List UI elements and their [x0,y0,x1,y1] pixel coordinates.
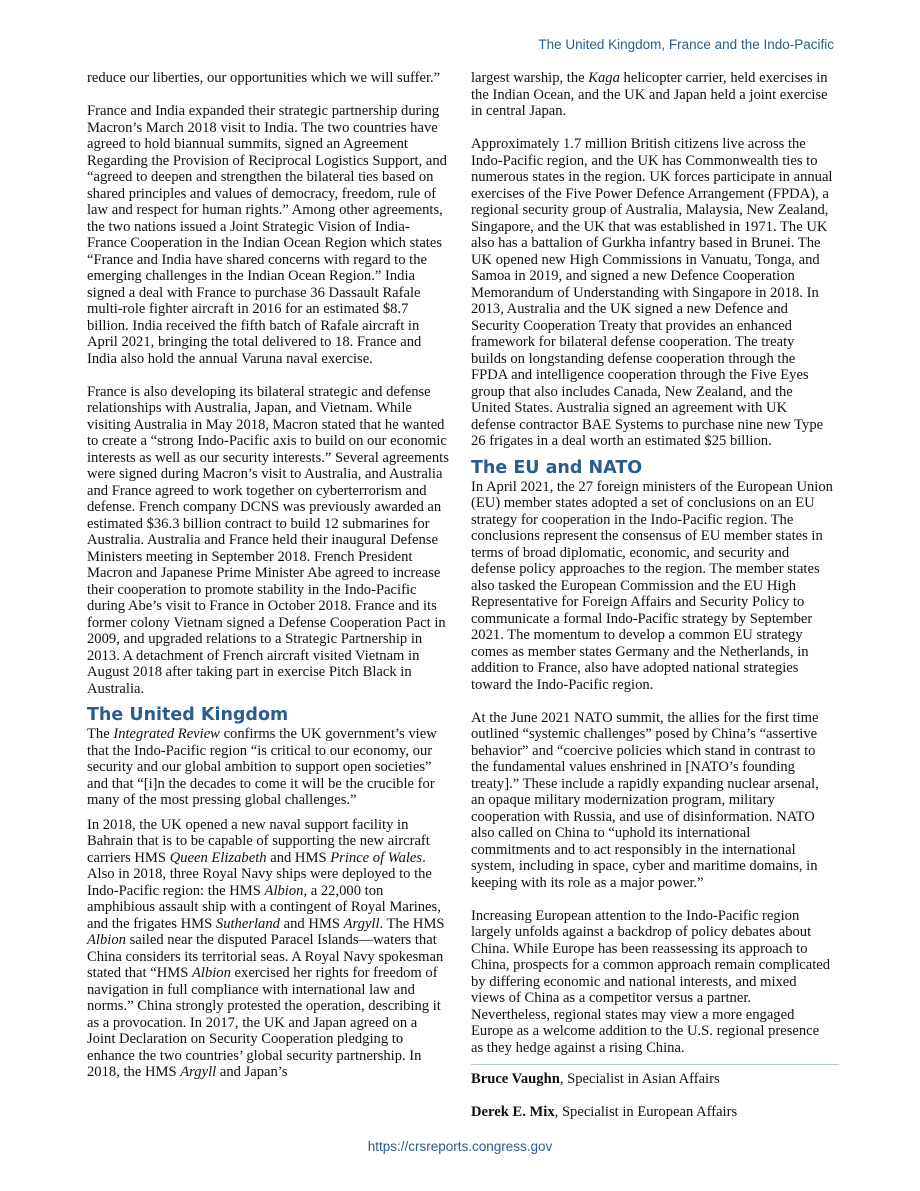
left-column [87,70,449,1081]
paragraph: In April 2021, the 27 foreign ministers of the European Union (EU) member states adopted a set of conclusions on an EU strategy for cooperation in the Indo-Pacific region. The conclusions represent the consensus of EU member states in terms of broad diplomatic, economic, and security and defense policy approaches to the region. The member states also tasked the European Commission and the EU High Representative for Foreign Affairs and Security Policy to communicate a formal Indo-Pacific strategy by September 2021. The momentum to develop a common EU strategy comes as member states Germany and the Netherlands, in addition to France, also have adopted national strategies toward the Indo-Pacific region. [471,478,833,693]
section-heading-eu-and-nato: The EU and NATO [471,457,643,478]
paragraph: Increasing European attention to the Indo-Pacific region largely unfolds against a backdrop of policy debates about China. While Europe has been reassessing its approach to China, prospects for a common approach remain complicated by differing economic and national interests, and mixed views of China as a competitor versus a partner. Nevertheless, regional states may view a more engaged Europe as a welcome addition to the U.S. regional presence as they hedge against a rising China. [471,907,831,1056]
section-heading-united-kingdom: The United Kingdom [87,705,289,725]
footer-link[interactable]: https://crsreports.congress.gov [367,1139,553,1154]
paragraph: The Integrated Review confirms the UK government’s view that the Indo-Pacific region “is critical to our economy, our security and our global ambition to support open societies” and that “[i]n the decades to come it will be the crucible for many of the most pressing global challenges.” [87,726,437,808]
paragraph: reduce our liberties, our opportunities which we will suffer.” [87,70,441,86]
paragraph: France and India expanded their strategic partnership during Macron’s March 2018 visit to India. The two countries have agreed to hold biannual summits, signed an Agreement Regarding the Provision of Reciprocal Logistics Support, and “agreed to deepen and strengthen the bilateral ties based on shared principles and values of democracy, freedom, rule of law and respect for human rights.” Among other agreements, the two nations issued a Joint Strategic Vision of India-France Cooperation in the Indian Ocean Region which states “France and India have shared concerns with regard to the emerging challenges in the Indian Ocean Region.” India signed a deal with France to purchase 36 Dassault Rafale multi-role fighter aircraft in 2016 for an estimated $8.7 billion. India received the fifth batch of Rafale aircraft in April 2021, bringing the total delivered to 18. France and India also hold the annual Varuna naval exercise. [87,103,447,367]
right-column [471,70,833,1137]
author-divider [471,1064,839,1065]
paragraph: In 2018, the UK opened a new naval support facility in Bahrain that is to be capable of supporting the new aircraft carriers HMS Queen Elizabeth and HMS Prince of Wales. Also in 2018, three Royal Navy ships were deployed to the Indo-Pacific region: the HMS Albion, a 22,000 ton amphibious assault ship with a contingent of Royal Marines, and the frigates HMS Sutherland and HMS Argyll. The HMS Albion sailed near the disputed Paracel Islands—waters that China considers its territorial seas. A Royal Navy spokesman stated that “HMS Albion exercised her rights for freedom of navigation in full compliance with international law and norms.” China strongly protested the operation, describing it as a provocation. In 2017, the UK and Japan agreed on a Joint Declaration on Security Cooperation pledging to enhance the two countries’ global security partnership. In 2018, the HMS Argyll and Japan’s [87,816,445,1080]
paragraph: At the June 2021 NATO summit, the allies for the first time outlined “systemic challenges” posed by China’s “assertive behavior” and “coercive policies which stand in contrast to the fundamental values enshrined in [NATO’s founding treaty].” These include a rapidly expanding nuclear arsenal, an opaque military modernization program, military cooperation with Russia, and use of disinformation. NATO also called on China to “uphold its international commitments and to act responsibly in the international system, including in space, cyber and maritime domains, in keeping with its role as a major power.” [471,709,819,891]
paragraph: largest warship, the Kaga helicopter carrier, held exercises in the Indian Ocean, and the UK and Japan held a joint exercise in central Japan. [471,70,828,119]
running-header: The United Kingdom, France and the Indo-Pacific [538,37,834,52]
author-line: Derek E. Mix, Specialist in European Affairs [471,1104,738,1120]
paragraph: Approximately 1.7 million British citizens live across the Indo-Pacific region, and the UK has Commonwealth ties to numerous states in the region. UK forces participate in annual exercises of the Five Power Defence Arrangement (FPDA), a regional security group of Australia, Malaysia, New Zealand, Singapore, and the UK that was established in 1971. The UK also has a battalion of Gurkha infantry based in Brunei. The UK opened new High Commissions in Vanuatu, Tonga, and Samoa in 2019, and signed a new Defence Cooperation Memorandum of Understanding with Singapore in 2018. In 2013, Australia and the UK signed a new Defence and Security Cooperation Treaty that provides an enhanced framework for bilateral defense cooperation. The treaty builds on longstanding defense cooperation through the FPDA and intelligence cooperation through the Five Eyes group that also includes Canada, New Zealand, and the United States. Australia signed an agreement with UK defense contractor BAE Systems to purchase nine new Type 26 frigates in a deal worth an estimated $25 billion. [471,136,833,449]
paragraph: France is also developing its bilateral strategic and defense relationships with Australia, Japan, and Vietnam. While visiting Australia in May 2018, Macron stated that he wanted to create a “strong Indo-Pacific axis to build on our economic interests as well as our security interests.” Several agreements were signed during Macron’s visit to Australia, and Australia and France agreed to work together on cyberterrorism and defense. French company DCNS was previously awarded an estimated $36.3 billion contract to build 12 submarines for Australia. Australia and France held their inaugural Defense Ministers meeting in September 2018. French President Macron and Japanese Prime Minister Abe agreed to increase their cooperation to promote stability in the Indo-Pacific during Abe’s visit to France in October 2018. France and its former colony Vietnam signed a Defense Cooperation Pact in 2009, and upgraded relations to a Strategic Partnership in 2013. A detachment of French aircraft visited Vietnam in August 2018 after taking part in exercise Pitch Black in Australia. [87,383,449,697]
author-line: Bruce Vaughn, Specialist in Asian Affairs [471,1071,720,1087]
